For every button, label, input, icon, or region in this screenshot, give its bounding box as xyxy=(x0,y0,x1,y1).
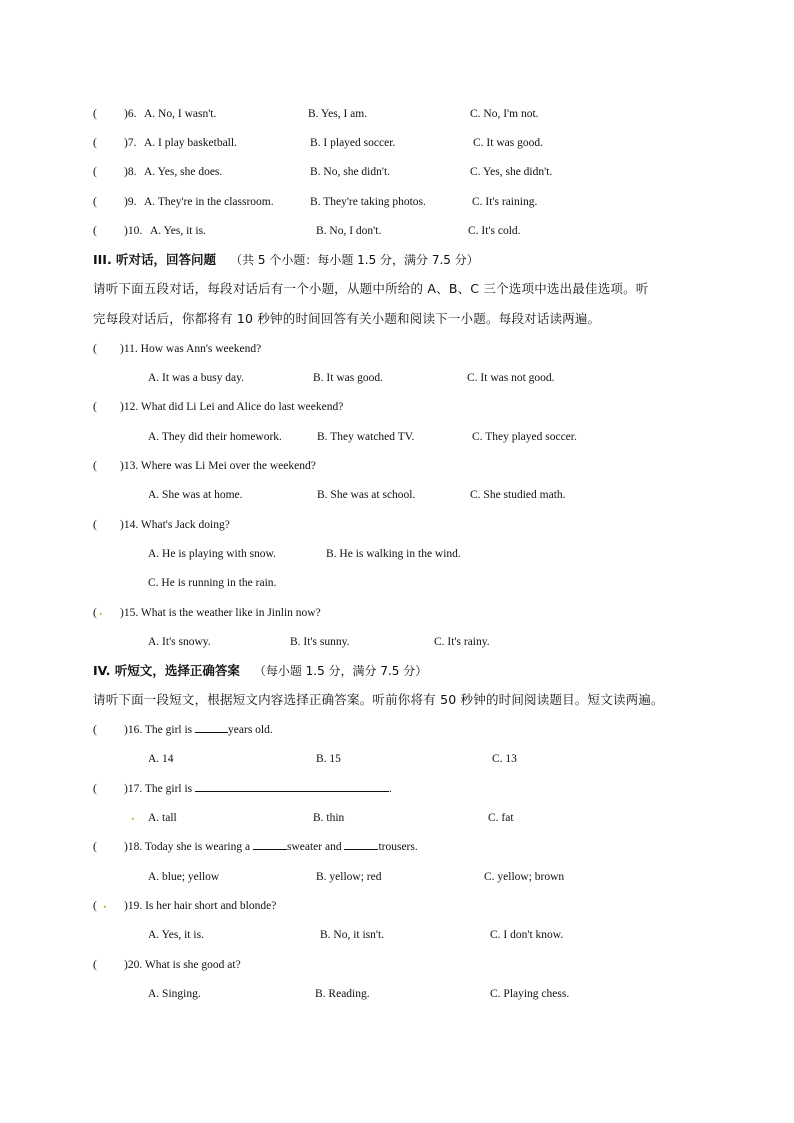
question-number: )8. xyxy=(124,166,137,178)
option-b: B. No, I don't. xyxy=(316,225,382,237)
option-c: C. It's raining. xyxy=(472,196,538,208)
option-b: B. 15 xyxy=(316,753,341,765)
question-stem: )13. Where was Li Mei over the weekend? xyxy=(120,460,316,472)
question-number: )7. xyxy=(124,137,137,149)
option-c: C. fat xyxy=(488,812,514,824)
dot-mark: ． xyxy=(103,898,115,910)
question-number: )10. xyxy=(124,225,143,237)
section-4-title: IV. 听短文，选择正确答案 xyxy=(93,663,240,678)
option-a: A. Yes, it is. xyxy=(148,929,204,941)
dot-mark: ． xyxy=(99,605,111,617)
option-b: B. They're taking photos. xyxy=(310,196,426,208)
answer-paren: ( xyxy=(93,166,97,178)
option-b: B. They watched TV. xyxy=(317,431,415,443)
option-b: B. yellow; red xyxy=(316,871,382,883)
question-number: )6. xyxy=(124,108,137,120)
answer-paren: ( xyxy=(93,607,97,619)
option-b: B. It's sunny. xyxy=(290,636,350,648)
question-stem: )18. Today she is wearing a sweater and trousers. xyxy=(124,837,418,857)
option-a: A. 14 xyxy=(148,753,174,765)
question-stem: )17. The girl is . xyxy=(124,779,392,799)
section-4-note: （每小题 1.5 分，满分 7.5 分） xyxy=(253,664,428,678)
option-b: B. thin xyxy=(313,812,345,824)
option-c: C. It's cold. xyxy=(468,225,521,237)
option-a: A. No, I wasn't. xyxy=(144,108,217,120)
answer-paren: ( xyxy=(93,108,97,120)
question-number: )9. xyxy=(124,196,137,208)
option-c: C. It was not good. xyxy=(467,372,555,384)
option-b: B. No, it isn't. xyxy=(320,929,385,941)
answer-paren: ( xyxy=(93,343,97,355)
answer-blank xyxy=(195,721,228,733)
option-a: A. She was at home. xyxy=(148,489,243,501)
question-stem: )19. Is her hair short and blonde? xyxy=(124,900,277,912)
answer-paren: ( xyxy=(93,225,97,237)
question-stem: )16. The girl is years old. xyxy=(124,720,273,740)
option-c: C. yellow; brown xyxy=(484,871,565,883)
option-a: A. It's snowy. xyxy=(148,636,211,648)
option-a: A. tall xyxy=(148,812,177,824)
option-a: A. Yes, it is. xyxy=(150,225,206,237)
option-a: A. They did their homework. xyxy=(148,431,282,443)
question-stem: )12. What did Li Lei and Alice do last weekend? xyxy=(120,401,344,413)
answer-paren: ( xyxy=(93,196,97,208)
answer-paren: ( xyxy=(93,841,97,853)
option-b: B. She was at school. xyxy=(317,489,416,501)
option-c: C. He is running in the rain. xyxy=(148,577,277,589)
option-c: C. No, I'm not. xyxy=(470,108,539,120)
option-c: C. She studied math. xyxy=(470,489,566,501)
option-b: B. I played soccer. xyxy=(310,137,396,149)
option-a: A. I play basketball. xyxy=(144,137,237,149)
answer-blank xyxy=(195,780,389,792)
option-b: B. Yes, I am. xyxy=(308,108,368,120)
option-a: A. It was a busy day. xyxy=(148,372,245,384)
option-c: C. I don't know. xyxy=(490,929,564,941)
option-a: A. He is playing with snow. xyxy=(148,548,276,560)
option-b: B. He is walking in the wind. xyxy=(326,548,461,560)
option-b: B. No, she didn't. xyxy=(310,166,391,178)
option-c: C. Yes, she didn't. xyxy=(470,166,553,178)
option-c: C. Playing chess. xyxy=(490,988,570,1000)
dot-mark: ． xyxy=(131,810,143,822)
answer-paren: ( xyxy=(93,519,97,531)
section-3-title: III. 听对话，回答问题 xyxy=(93,252,217,267)
question-stem: )11. How was Ann's weekend? xyxy=(120,343,262,355)
option-c: C. It's rainy. xyxy=(434,636,490,648)
option-a: A. blue; yellow xyxy=(148,871,220,883)
answer-paren: ( xyxy=(93,460,97,472)
answer-paren: ( xyxy=(93,900,97,912)
answer-paren: ( xyxy=(93,959,97,971)
section-3-note: （共 5 个小题：每小题 1.5 分，满分 7.5 分） xyxy=(230,253,479,267)
option-c: C. It was good. xyxy=(473,137,543,149)
option-b: B. It was good. xyxy=(313,372,383,384)
answer-paren: ( xyxy=(93,401,97,413)
question-stem: )15. What is the weather like in Jinlin now? xyxy=(120,607,321,619)
answer-blank xyxy=(344,838,378,850)
option-a: A. Yes, she does. xyxy=(144,166,223,178)
answer-paren: ( xyxy=(93,724,97,736)
question-stem: )20. What is she good at? xyxy=(124,959,241,971)
answer-blank xyxy=(253,838,287,850)
answer-paren: ( xyxy=(93,137,97,149)
option-b: B. Reading. xyxy=(315,988,370,1000)
question-stem: )14. What's Jack doing? xyxy=(120,519,230,531)
answer-paren: ( xyxy=(93,783,97,795)
option-a: A. Singing. xyxy=(148,988,201,1000)
option-c: C. They played soccer. xyxy=(472,431,577,443)
option-a: A. They're in the classroom. xyxy=(144,196,274,208)
option-c: C. 13 xyxy=(492,753,517,765)
